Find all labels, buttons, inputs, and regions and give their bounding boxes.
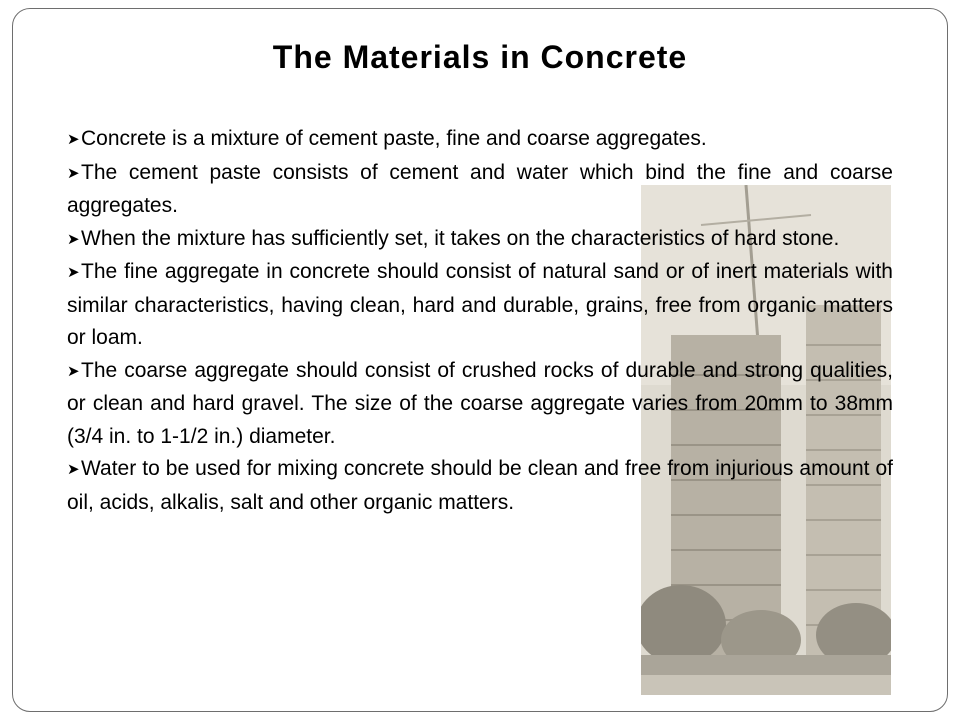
bullet-text: The fine aggregate in concrete should consist of natural sand or of inert materials with similar characteristics, having clean, hard and durable, grains, free from organic matters or loam.	[67, 260, 893, 349]
arrow-bullet-icon: ➤	[67, 362, 80, 380]
list-item	[67, 223, 893, 257]
bullet-text: Concrete is a mixture of cement paste, fine and coarse aggregates.	[81, 127, 707, 150]
bullet-text: The coarse aggregate should consist of crushed rocks of durable and strong qualities, or clean and hard gravel. The size of the coarse aggregate varies from 20mm to 38mm (3/4 in. to 1-1/2 in.) diameter.	[67, 358, 893, 448]
slide-frame	[12, 8, 948, 712]
list-item	[67, 256, 893, 355]
bullet-text: The cement paste consists of cement and water which bind the fine and coarse aggregates.	[67, 160, 893, 217]
bullet-list	[67, 123, 893, 519]
list-item	[67, 355, 893, 454]
bullet-text: When the mixture has sufficiently set, it takes on the characteristics of hard stone.	[81, 226, 840, 250]
bullet-text: Water to be used for mixing concrete should be clean and free from injurious amount of oil, acids, alkalis, salt and other organic matters.	[67, 457, 893, 514]
list-item	[67, 453, 893, 519]
arrow-bullet-icon: ➤	[67, 131, 80, 148]
arrow-bullet-icon: ➤	[67, 230, 80, 248]
list-item	[67, 123, 893, 157]
arrow-bullet-icon: ➤	[67, 164, 80, 182]
list-item	[67, 157, 893, 223]
arrow-bullet-icon: ➤	[67, 461, 80, 478]
arrow-bullet-icon: ➤	[67, 264, 80, 281]
slide-title: The Materials in Concrete	[272, 39, 688, 75]
